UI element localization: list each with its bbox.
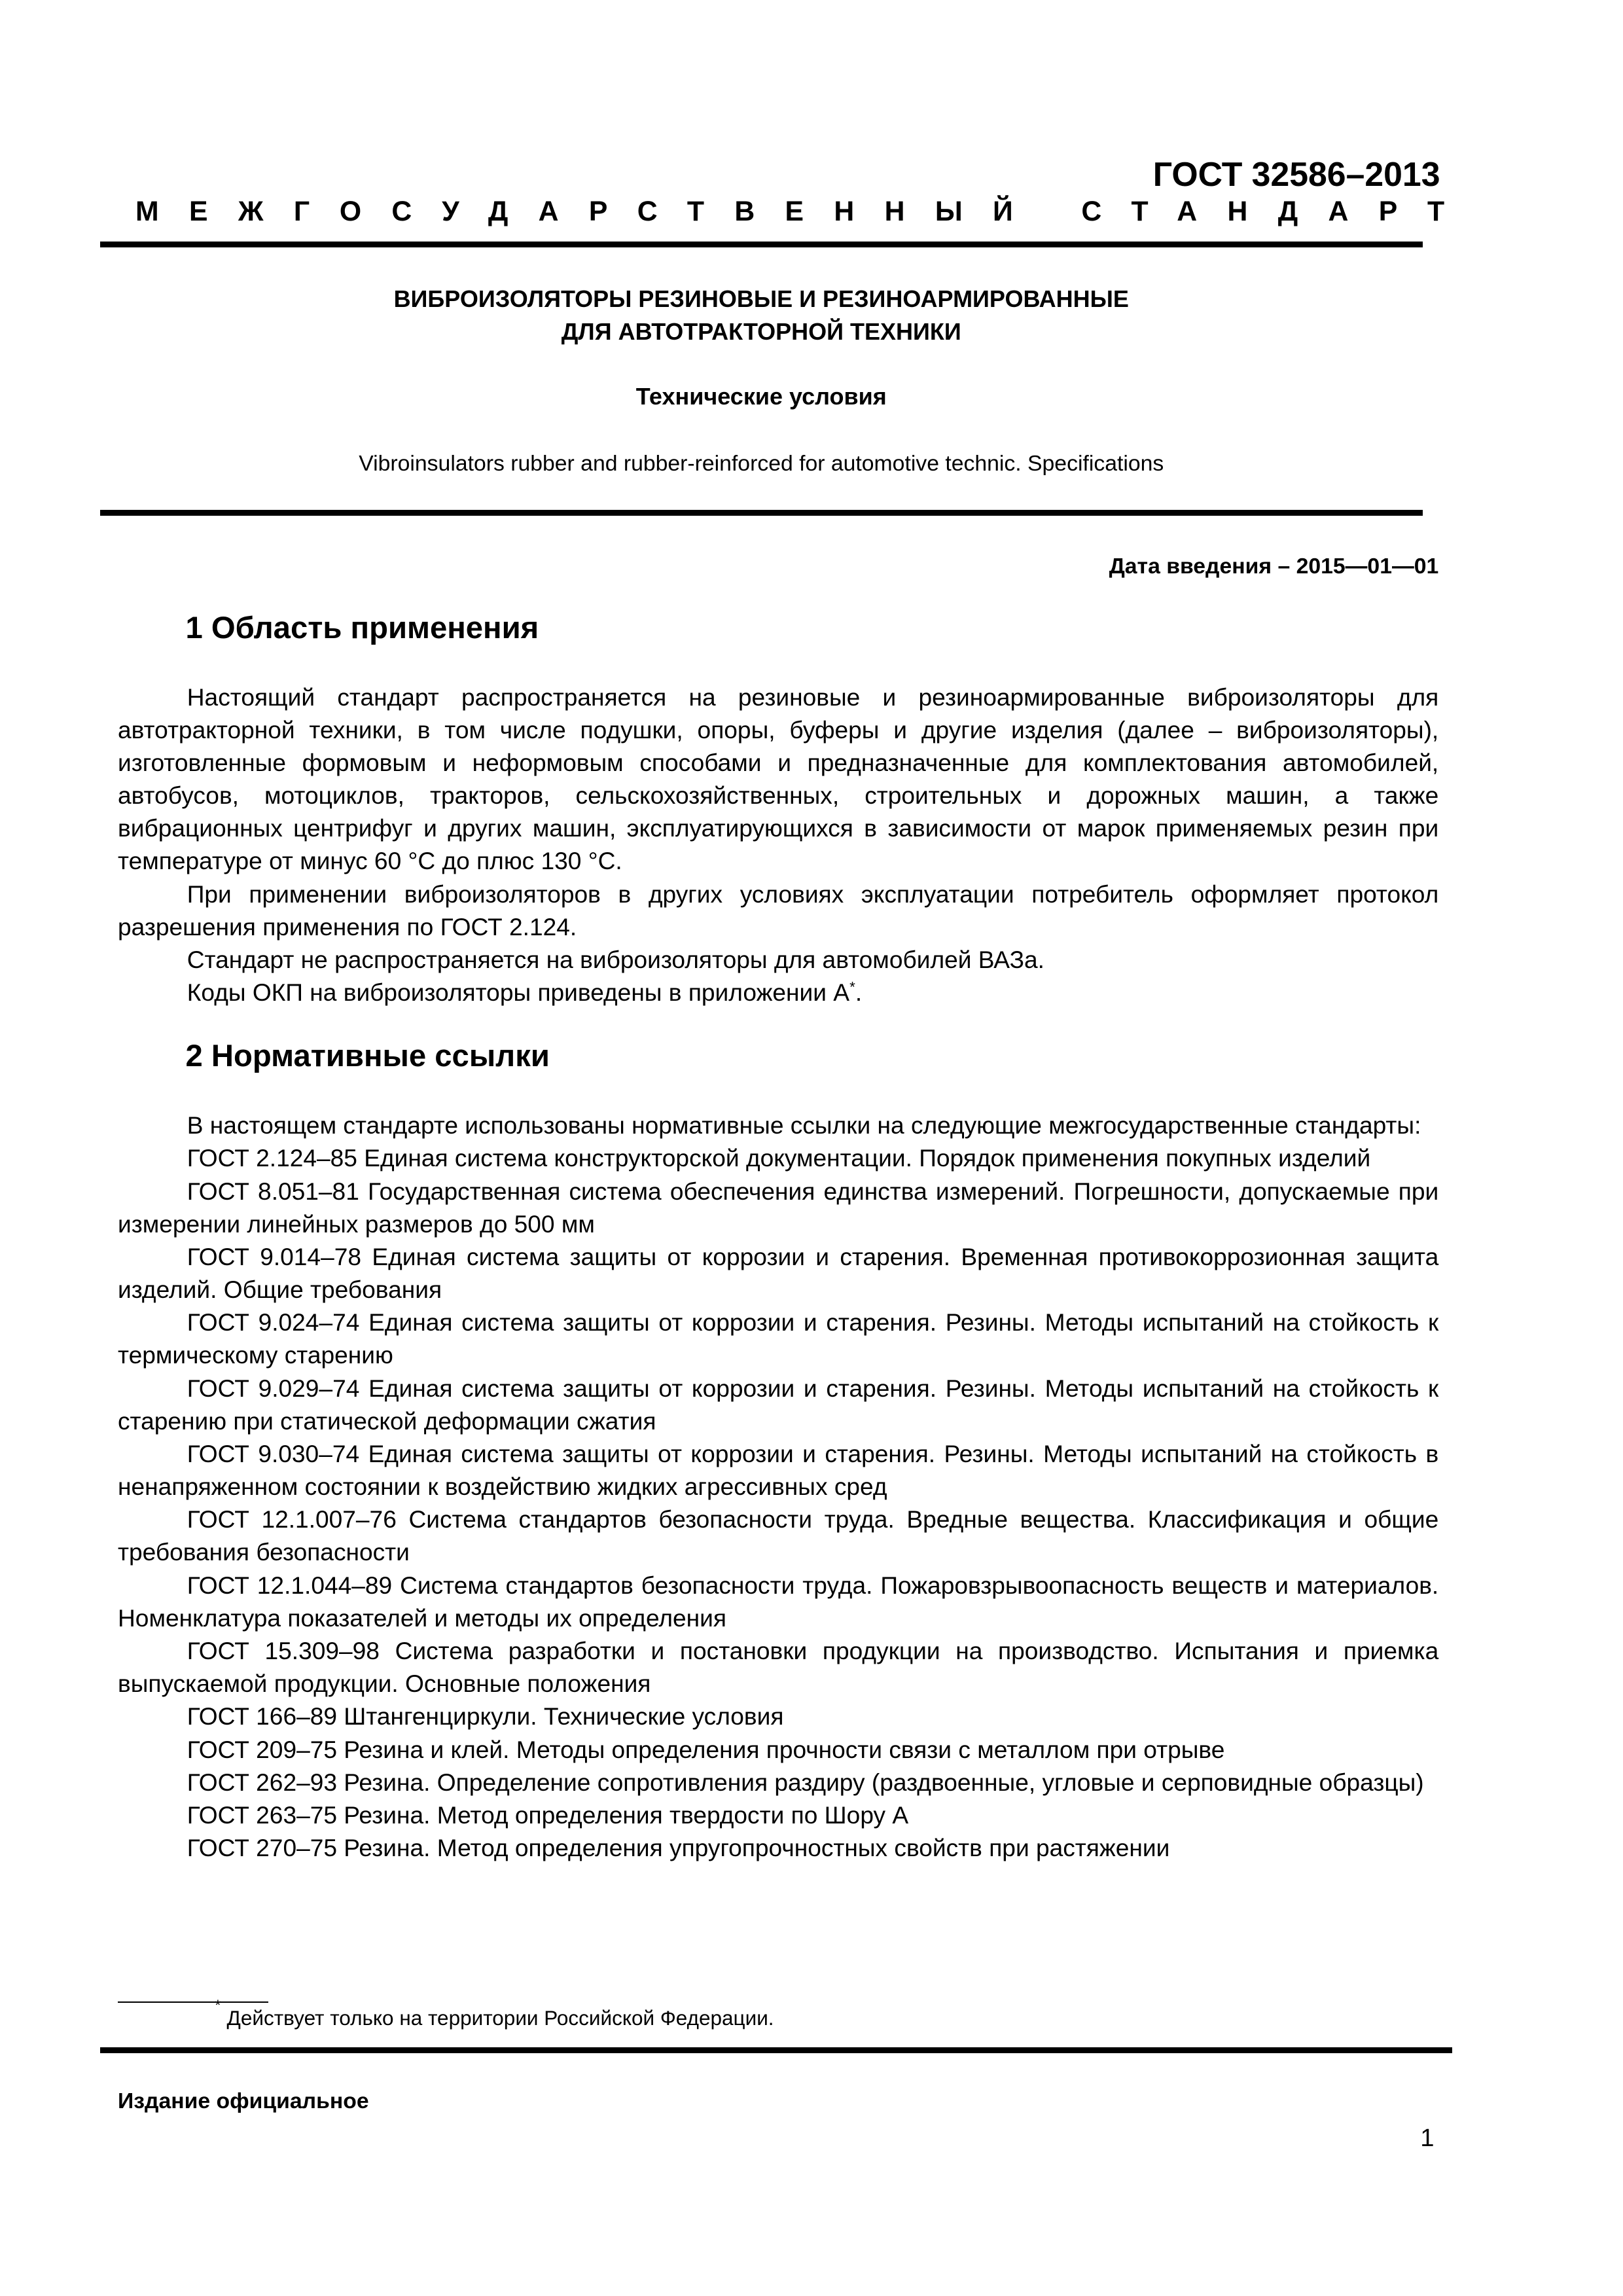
section-2-body xyxy=(118,1109,1438,1864)
section-1-paragraph: Стандарт не распространяется на виброизоляторы для автомобилей ВАЗа. xyxy=(187,945,1044,973)
footer-rule xyxy=(100,2047,1452,2053)
section-1-body xyxy=(118,681,1438,1009)
reference-item: ГОСТ 2.124–85 Единая система конструкторской документации. Порядок применения покупных изделий xyxy=(187,1144,1371,1172)
english-title: Vibroinsulators rubber and rubber-reinforced for automotive technic. Specifications xyxy=(359,450,1164,476)
footnote-reference: * xyxy=(849,978,855,996)
section-1-paragraph: Настоящий стандарт распространяется на резиновые и резиноармированные виброизоляторы для автотракторной техники, в том числе подушки, опоры, буферы и другие изделия (далее – виброизоляторы), изготовленные формовым и неформовым способами и предназначенные для комплектования автомобилей, автобусов, мотоциклов, тракторов, сельскохозяйственных, строительных и дорожных машин, а также вибрационных центрифуг и других машин, эксплуатирующихся в зависимости от марок применяемых резин при температуре от минус 60 °С до плюс 130 °С. xyxy=(118,683,1439,875)
header-rule xyxy=(100,242,1423,247)
footnote-text: Действует только на территории Российской Федерации. xyxy=(226,2005,774,2030)
reference-item: ГОСТ 12.1.007–76 Система стандартов безопасности труда. Вредные вещества. Классификация и общие требования безопасности xyxy=(118,1505,1439,1566)
title-rule xyxy=(100,510,1423,516)
section-1-paragraph: При применении виброизоляторов в других условиях эксплуатации потребитель оформляет протокол разрешения применения по ГОСТ 2.124. xyxy=(118,880,1439,941)
reference-item: ГОСТ 270–75 Резина. Метод определения упругопрочностных свойств при растяжении xyxy=(187,1834,1170,1862)
reference-item: ГОСТ 263–75 Резина. Метод определения твердости по Шору А xyxy=(187,1801,909,1829)
reference-item: ГОСТ 262–93 Резина. Определение сопротивления раздиру (раздвоенные, угловые и серповидные образцы) xyxy=(187,1768,1424,1796)
reference-item: ГОСТ 9.029–74 Единая система защиты от коррозии и старения. Резины. Методы испытаний на стойкость к старению при статической деформации сжатия xyxy=(118,1374,1439,1435)
document-title-line-2: ДЛЯ АВТОТРАКТОРНОЙ ТЕХНИКИ xyxy=(561,317,961,345)
section-1-heading: 1 Область применения xyxy=(185,610,539,645)
introduction-date: Дата введения – 2015—01—01 xyxy=(1109,554,1439,579)
section-2-paragraph: В настоящем стандарте использованы нормативные ссылки на следующие межгосударственные стандарты: xyxy=(187,1111,1421,1139)
section-1-paragraph-okp xyxy=(118,976,1438,1009)
reference-item: ГОСТ 9.014–78 Единая система защиты от коррозии и старения. Временная противокоррозионная защита изделий. Общие требования xyxy=(118,1242,1439,1304)
document-title xyxy=(100,283,1423,348)
gost-number: ГОСТ 32586–2013 xyxy=(1152,155,1440,194)
interstate-standard-label: МЕЖГОСУДАРСТВЕННЫЙ СТАНДАРТ xyxy=(135,196,1475,228)
footnote-mark: * xyxy=(215,1997,221,2013)
okp-text: Коды ОКП на виброизоляторы приведены в приложении А xyxy=(187,978,850,1007)
page-number: 1 xyxy=(1420,2123,1435,2152)
reference-item: ГОСТ 9.024–74 Единая система защиты от коррозии и старения. Резины. Методы испытаний на стойкость к термическому старению xyxy=(118,1308,1439,1369)
document-title-line-1: ВИБРОИЗОЛЯТОРЫ РЕЗИНОВЫЕ И РЕЗИНОАРМИРОВАННЫЕ xyxy=(393,285,1129,312)
reference-item: ГОСТ 9.030–74 Единая система защиты от коррозии и старения. Резины. Методы испытаний на стойкость в ненапряженном состоянии к воздействию жидких агрессивных сред xyxy=(118,1439,1439,1501)
section-2-heading: 2 Нормативные ссылки xyxy=(185,1039,550,1074)
reference-item: ГОСТ 15.309–98 Система разработки и постановки продукции на производство. Испытания и приемка выпускаемой продукции. Основные положения xyxy=(118,1637,1439,1698)
edition-label: Издание официальное xyxy=(118,2088,369,2113)
okp-period: . xyxy=(855,978,863,1007)
document-subtitle: Технические условия xyxy=(635,383,887,410)
reference-item: ГОСТ 209–75 Резина и клей. Методы определения прочности связи с металлом при отрыве xyxy=(187,1735,1225,1763)
footnote-rule xyxy=(118,2001,268,2003)
reference-item: ГОСТ 12.1.044–89 Система стандартов безопасности труда. Пожаровзрывоопасность веществ и материалов. Номенклатура показателей и методы их определения xyxy=(118,1571,1439,1632)
reference-item: ГОСТ 8.051–81 Государственная система обеспечения единства измерений. Погрешности, допускаемые при измерении линейных размеров до 500 мм xyxy=(118,1177,1439,1238)
reference-item: ГОСТ 166–89 Штангенциркули. Технические условия xyxy=(187,1702,784,1731)
